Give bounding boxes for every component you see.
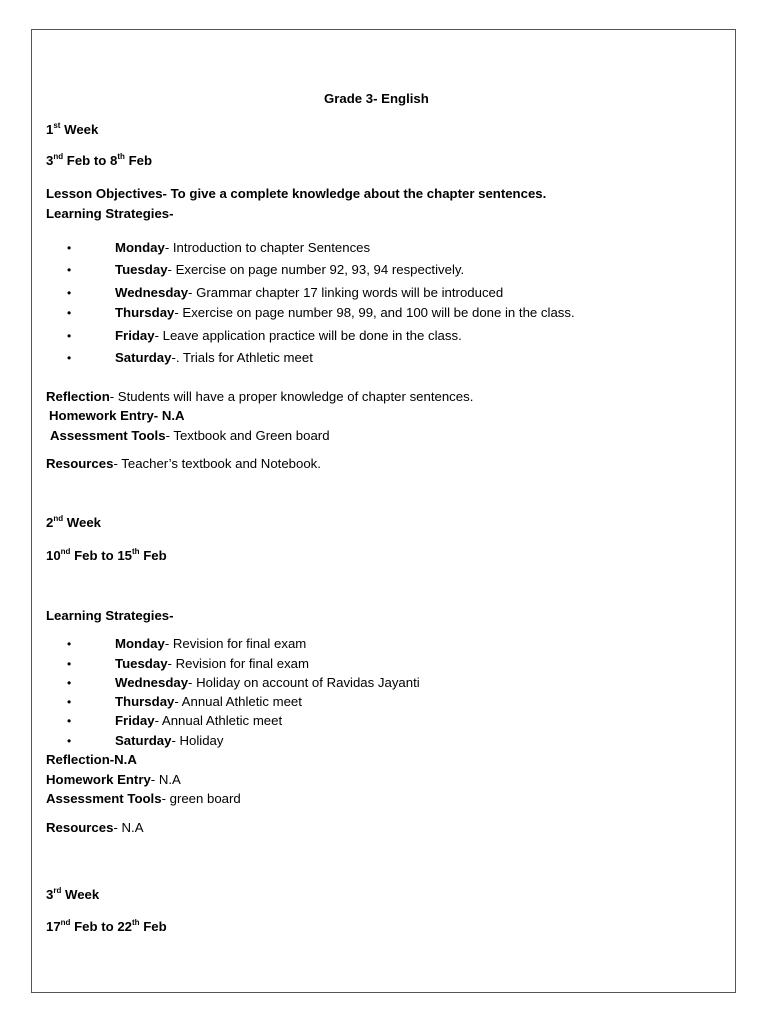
- week2-strategies-label: Learning Strategies-: [46, 608, 174, 623]
- bullet-icon: •: [67, 657, 72, 671]
- list-item: Wednesday- Grammar chapter 17 linking words will be introduced: [115, 285, 504, 300]
- bullet-icon: •: [67, 286, 72, 300]
- week2-homework: Homework Entry- N.A: [46, 772, 181, 787]
- bullet-icon: •: [67, 329, 72, 343]
- week1-resources: Resources- Teacher’s textbook and Notebook.: [46, 456, 321, 471]
- bullet-icon: •: [67, 676, 72, 690]
- week1-dates: 3nd Feb to 8th Feb: [46, 151, 153, 168]
- week3-heading: 3rd Week: [46, 885, 100, 902]
- bullet-icon: •: [67, 714, 72, 728]
- list-item: Monday- Introduction to chapter Sentences: [115, 240, 371, 255]
- list-item: Thursday- Annual Athletic meet: [115, 694, 302, 709]
- bullet-icon: •: [67, 734, 72, 748]
- week1-assessment: Assessment Tools- Textbook and Green board: [50, 428, 330, 443]
- week1-homework: Homework Entry- N.A: [49, 408, 185, 423]
- list-item: Monday- Revision for final exam: [115, 636, 307, 651]
- bullet-icon: •: [67, 263, 72, 277]
- bullet-icon: •: [67, 351, 72, 365]
- bullet-icon: •: [67, 695, 72, 709]
- list-item: Saturday- Holiday: [115, 733, 224, 748]
- list-item: Tuesday- Exercise on page number 92, 93, 94 respectively.: [115, 262, 465, 277]
- list-item: Friday- Annual Athletic meet: [115, 713, 283, 728]
- week1-reflection: Reflection- Students will have a proper knowledge of chapter sentences.: [46, 389, 474, 404]
- week2-dates: 10nd Feb to 15th Feb: [46, 546, 167, 563]
- week1-strategies-label: Learning Strategies-: [46, 206, 174, 221]
- list-item: Saturday-. Trials for Athletic meet: [115, 350, 313, 365]
- week2-heading: 2nd Week: [46, 513, 102, 530]
- week2-assessment: Assessment Tools- green board: [46, 791, 241, 806]
- bullet-icon: •: [67, 241, 72, 255]
- document-page: [31, 29, 736, 993]
- list-item: Thursday- Exercise on page number 98, 99, and 100 will be done in the class.: [115, 305, 575, 320]
- week1-heading: 1st Week: [46, 120, 99, 137]
- bullet-icon: •: [67, 637, 72, 651]
- list-item: Tuesday- Revision for final exam: [115, 656, 309, 671]
- week2-resources: Resources- N.A: [46, 820, 144, 835]
- week2-reflection: Reflection-N.A: [46, 752, 137, 767]
- page-title: Grade 3- English: [324, 91, 429, 106]
- bullet-icon: •: [67, 306, 72, 320]
- week3-dates: 17nd Feb to 22th Feb: [46, 917, 167, 934]
- list-item: Friday- Leave application practice will be done in the class.: [115, 328, 462, 343]
- week1-objectives: Lesson Objectives- To give a complete knowledge about the chapter sentences.: [46, 186, 547, 201]
- list-item: Wednesday- Holiday on account of Ravidas Jayanti: [115, 675, 420, 690]
